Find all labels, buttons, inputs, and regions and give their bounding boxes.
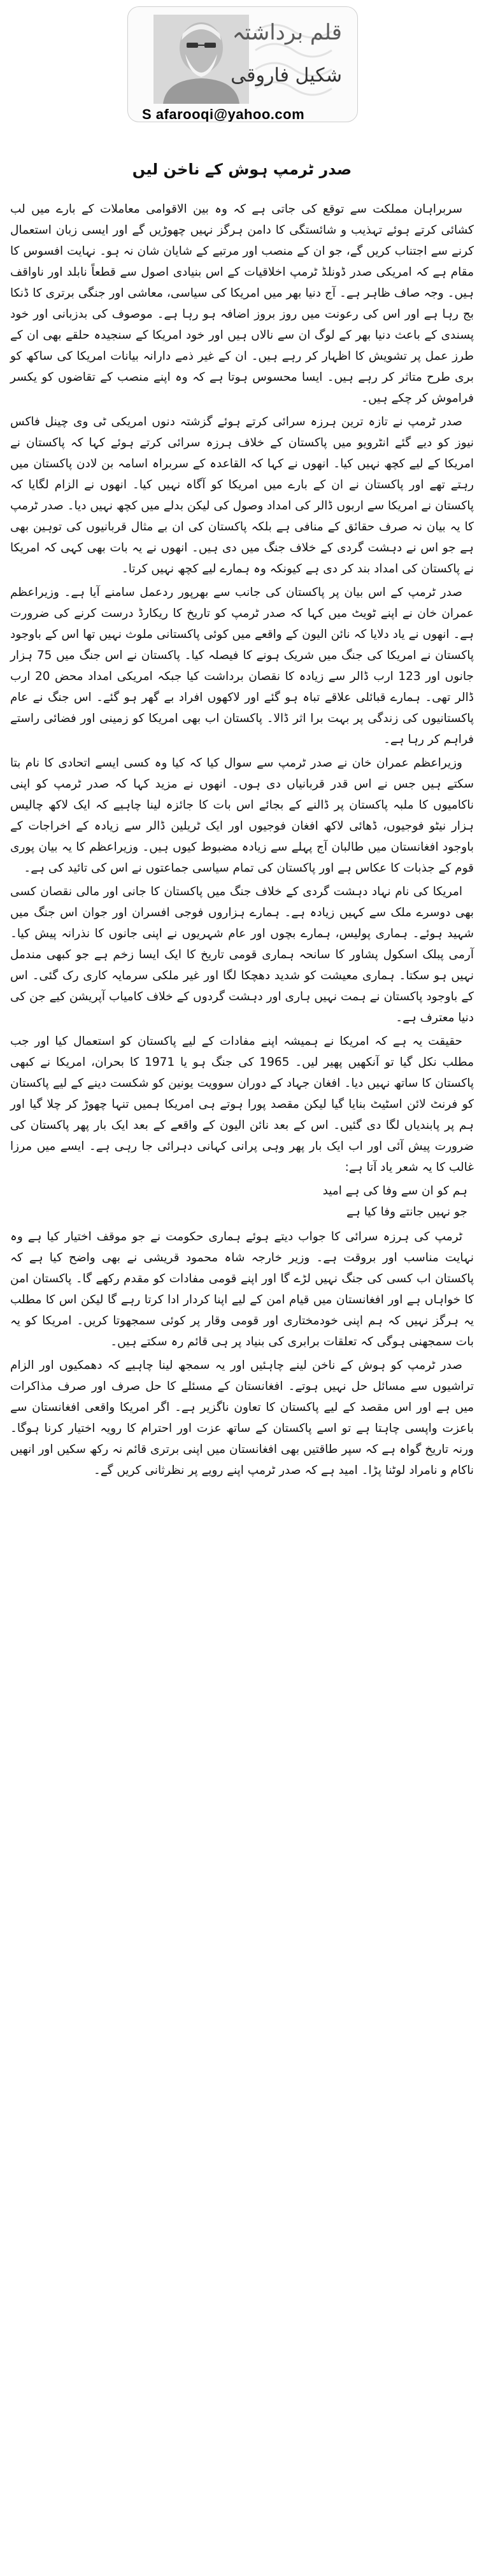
paragraph: وزیراعظم عمران خان نے صدر ٹرمپ سے سوال کیا کہ کیا وہ کسی ایسے اتحادی کا نام بتا سکتے ہیں جس نے اس قدر قربانیاں دی ہوں۔ انھوں نے مزید کہا کہ صدر ٹرمپ کو اپنی ناکامیوں کا ملبہ پاکستان پر ڈالنے کے بجائے اس بات کا جائزہ لینا چاہیے کہ ایک لاکھ چالیس ہزار نیٹو فوجیوں، ڈھائی لاکھ افغان فوجیوں اور ایک ٹریلین ڈالر سے زیادہ کے اخراجات کے باوجود افغانستان میں طالبان آج پہلے سے زیادہ مضبوط کیوں ہیں۔ وزیراعظم کا یہ بیان پوری قوم کے جذبات کا عکاس ہے اور پاکستان کی تمام سیاسی جماعتوں نے اس کی تائید کی ہے۔ [10, 756, 474, 875]
author-email: S afarooqi@yahoo.com [142, 106, 305, 122]
article-headline: صدر ٹرمپ ہوش کے ناخن لیں [132, 160, 352, 178]
verse-line: جو نہیں جانتے وفا کیا ہے [346, 1205, 467, 1219]
paragraph: ٹرمپ کی ہرزہ سرائی کا جواب دیتے ہوئے ہماری حکومت نے جو موقف اختیار کیا ہے وہ نہایت مناسب اور بروقت ہے۔ وزیر خارجہ شاہ محمود قریشی نے بھی واضح کیا ہے کہ پاکستان اب کسی کی جنگ نہیں لڑے گا اور اپنے قومی مفادات کو مقدم رکھے گا۔ پاکستان امن کا خواہاں ہے اور افغانستان میں قیام امن کے لیے اپنا کردار ادا کرتا رہے گا لیکن اس کا مطلب یہ ہرگز نہیں کہ ہم اپنی خودمختاری اور قومی وقار پر کوئی سمجھوتا کریں۔ امریکا کو یہ بات سمجھنی ہوگی کہ تعلقات برابری کی بنیاد پر ہی قائم رہ سکتے ہیں۔ [10, 1230, 474, 1348]
paragraph: حقیقت یہ ہے کہ امریکا نے ہمیشہ اپنے مفادات کے لیے پاکستان کو استعمال کیا اور جب مطلب نکل گیا تو آنکھیں پھیر لیں۔ 1965 کی جنگ ہو یا 1971 کا بحران، امریکا نے کبھی پاکستان کا ساتھ نہیں دیا۔ افغان جہاد کے دوران سوویت یونین کو شکست دینے کے لیے پاکستان کو فرنٹ لائن اسٹیٹ بنایا گیا لیکن مقصد پورا ہوتے ہی امریکا ہمیں تنہا چھوڑ کر چلا گیا اور ہم پر پابندیاں لگا دی گئیں۔ اس کے بعد نائن الیون کے واقعے کے بعد ایک بار پھر پاکستان کی ضرورت پیش آئی اور اب ایک بار پھر وہی پرانی کہانی دہرائی جا رہی ہے۔ ایسے میں مرزا غالب کا یہ شعر یاد آتا ہے: [10, 1035, 474, 1174]
column-masthead [0, 0, 484, 140]
column-name: قلم برداشتہ [232, 20, 342, 45]
paragraph: صدر ٹرمپ نے تازہ ترین ہرزہ سرائی کرتے ہوئے گزشتہ دنوں امریکی ٹی وی چینل فاکس نیوز کو دیے گئے انٹرویو میں پاکستان کے خلاف ہرزہ سرائی کرتے ہوئے کہا کہ پاکستان نے امریکا کے لیے کچھ نہیں کیا۔ انھوں نے کہا کہ القاعدہ کے سربراہ اسامہ بن لادن پاکستان میں رہتے تھے اور پاکستان نے ان کے بارے میں امریکا کو آگاہ نہیں کیا۔ انھوں نے الزام لگایا کہ پاکستان نے امریکا سے اربوں ڈالر کی امداد وصول کی لیکن بدلے میں کچھ نہیں دیا۔ صدر ٹرمپ کا یہ بیان نہ صرف حقائق کے منافی ہے بلکہ پاکستان کی ان بے مثال قربانیوں کی توہین بھی ہے جو اس نے دہشت گردی کے خلاف جنگ میں دی ہیں۔ انھوں نے یہ بات بھی کہی کہ امریکا نے پاکستان کی امداد بند کر دی ہے کیونکہ وہ ہمارے لیے کچھ نہیں کرتا۔ [10, 415, 474, 576]
paragraph: صدر ٹرمپ کو ہوش کے ناخن لینے چاہئیں اور یہ سمجھ لینا چاہیے کہ دھمکیوں اور الزام تراشیوں سے مسائل حل نہیں ہوتے۔ افغانستان کے مسئلے کا حل صرف اور صرف مذاکرات میں ہے اور اس مقصد کے لیے پاکستان کا تعاون ناگزیر ہے۔ اگر امریکا واقعی افغانستان سے باعزت واپسی چاہتا ہے تو اسے پاکستان کے ساتھ عزت اور احترام کا رویہ اختیار کرنا ہوگا۔ ورنہ تاریخ گواہ ہے کہ سپر طاقتیں بھی افغانستان میں اپنی برتری قائم نہ رکھ سکیں اور انھیں ناکام و نامراد لوٹنا پڑا۔ امید ہے کہ صدر ٹرمپ اپنے رویے پر نظرثانی کریں گے۔ [10, 1359, 474, 1477]
paragraph: صدر ٹرمپ کے اس بیان پر پاکستان کی جانب سے بھرپور ردعمل سامنے آیا ہے۔ وزیراعظم عمران خان نے اپنے ٹویٹ میں کہا کہ صدر ٹرمپ کو تاریخ کا ریکارڈ درست کرنے کی ضرورت ہے۔ انھوں نے یاد دلایا کہ نائن الیون کے واقعے میں کوئی پاکستانی ملوث نہیں تھا اس کے باوجود پاکستان نے امریکا کی جنگ میں شریک ہونے کا فیصلہ کیا۔ پاکستان نے اس جنگ میں 75 ہزار جانوں اور 123 ارب ڈالر سے زیادہ کا نقصان برداشت کیا جبکہ امریکی امداد محض 20 ارب ڈالر تھی۔ ہمارے قبائلی علاقے تباہ ہو گئے اور لاکھوں افراد بے گھر ہو گئے۔ اس جنگ نے عام پاکستانیوں کی زندگی پر بہت برا اثر ڈالا۔ پاکستان اب بھی امریکا کو زمینی اور فضائی راستے فراہم کر رہا ہے۔ [10, 586, 474, 746]
verse-line: ہم کو ان سے وفا کی ہے امید [322, 1184, 467, 1198]
paragraph: امریکا کی نام نہاد دہشت گردی کے خلاف جنگ میں پاکستان کا جانی اور مالی نقصان کسی بھی دوسرے ملک سے کہیں زیادہ ہے۔ ہمارے ہزاروں فوجی افسران اور جوان اس جنگ میں شہید ہوئے۔ ہماری پولیس، ہمارے بچوں اور عام شہریوں نے اپنی جانوں کا نذرانہ پیش کیا۔ آرمی پبلک اسکول پشاور کا سانحہ ہماری قومی تاریخ کا ایک ایسا زخم ہے جو کبھی مندمل نہیں ہو سکتا۔ ہماری معیشت کو شدید دھچکا لگا اور غیر ملکی سرمایہ کاری رک گئی۔ اس کے باوجود پاکستان نے ہمت نہیں ہاری اور دہشت گردوں کے خلاف کامیاب آپریشن کیے جن کی دنیا معترف ہے۔ [10, 885, 474, 1024]
column-logo-box [127, 6, 358, 122]
author-name: شکیل فاروقی [231, 64, 342, 87]
poetry-verse [10, 1180, 474, 1222]
article-body [10, 199, 474, 1483]
paragraph: سربراہان مملکت سے توقع کی جاتی ہے کہ وہ بین الاقوامی معاملات کے بارے میں لب کشائی کرتے ہوئے تہذیب و شائستگی کا دامن ہرگز نہیں چھوڑیں گے اور ایسی زبان استعمال کرنے سے اجتناب کریں گے، جو ان کے منصب اور مرتبے کے شایان شان نہ ہو۔ نہایت افسوس کا مقام ہے کہ امریکی صدر ڈونلڈ ٹرمپ اخلاقیات کے اس بنیادی اصول سے قطعاً نابلد اور ناواقف ہیں۔ وجہ صاف ظاہر ہے۔ آج دنیا بھر میں امریکا کی سیاسی، معاشی اور جنگی برتری کا ڈنکا بج رہا ہے اور اس کی رعونت میں روز بروز اضافہ ہو رہا ہے۔ موصوف کی بدزبانی اور خود پسندی کے باعث دنیا بھر کے لوگ ان سے نالاں ہیں اور خود امریکا کے سنجیدہ حلقے بھی ان کے طرز عمل پر تشویش کا اظہار کر رہے ہیں۔ ان کے غیر ذمے دارانہ بیانات امریکا کی ساکھ کو بری طرح متاثر کر رہے ہیں۔ ایسا محسوس ہوتا ہے کہ وہ اپنے منصب کے تقاضوں کو یکسر فراموش کر چکے ہیں۔ [10, 202, 474, 405]
